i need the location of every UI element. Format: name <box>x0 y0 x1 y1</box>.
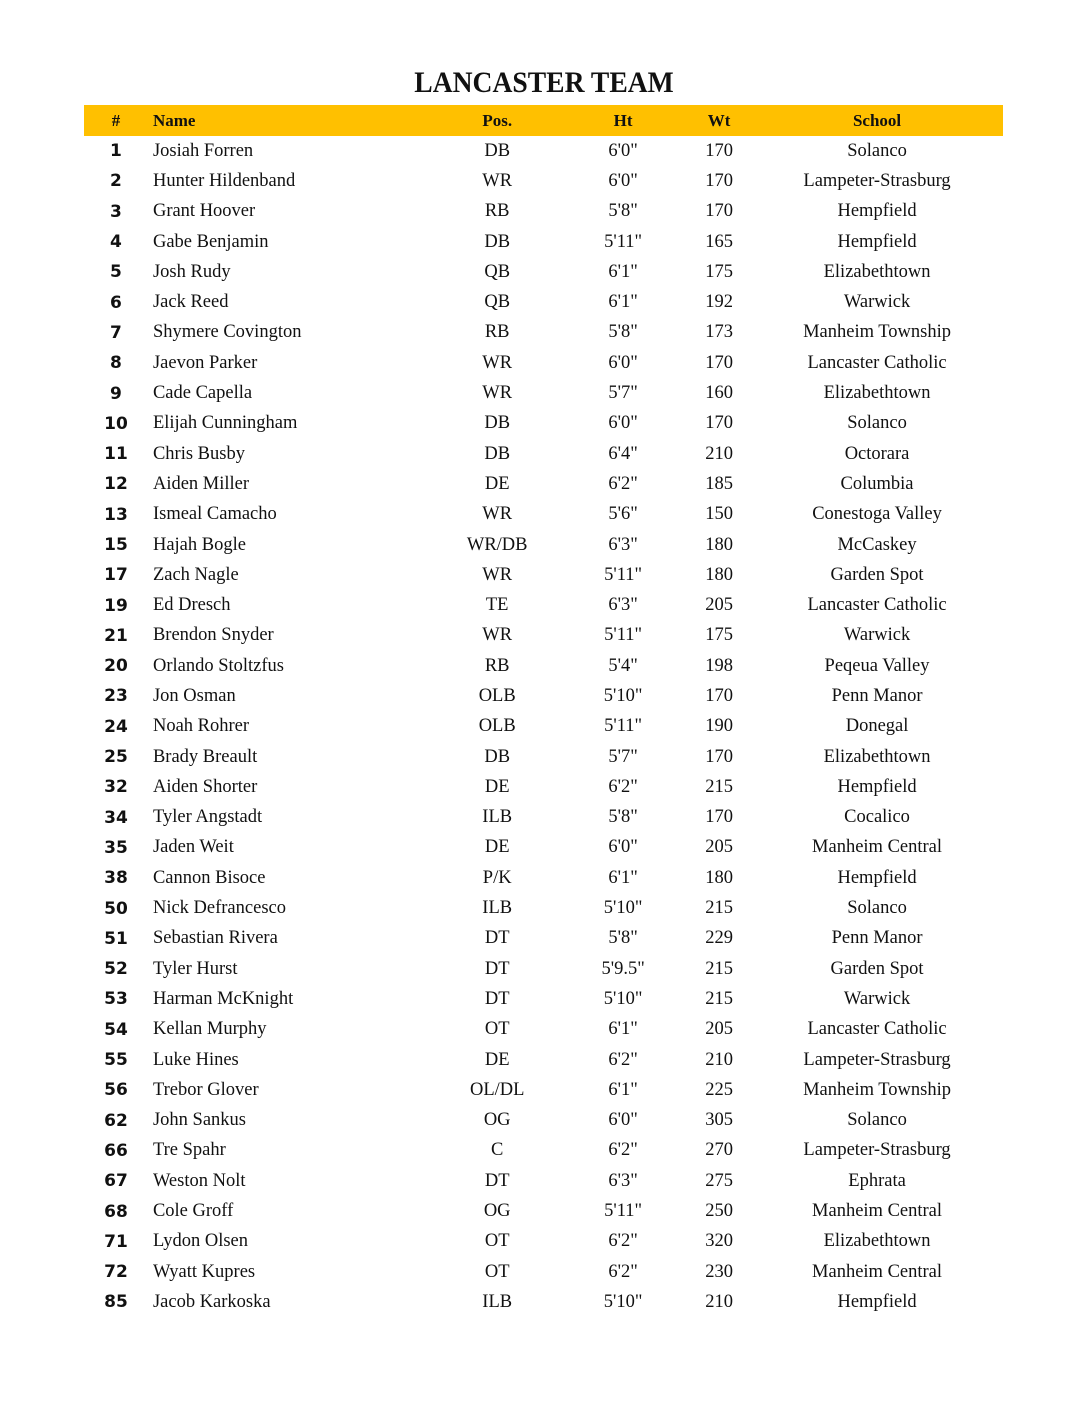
player-school: Peqeua Valley <box>824 655 930 676</box>
player-height: 6'2" <box>608 1049 638 1070</box>
player-school: Hempfield <box>837 776 917 797</box>
player-height: 5'11" <box>604 1201 643 1222</box>
player-school: Manheim Township <box>803 1079 951 1100</box>
table-row <box>84 469 1003 499</box>
player-height: 6'4" <box>608 443 638 464</box>
player-weight: 180 <box>705 534 733 555</box>
player-position: DB <box>484 746 511 767</box>
player-name: Aiden Shorter <box>152 776 258 797</box>
table-row <box>84 621 1003 651</box>
table-row <box>84 1166 1003 1196</box>
player-height: 6'3" <box>608 1170 638 1191</box>
player-height: 5'4" <box>608 655 638 676</box>
player-name: Tyler Angstadt <box>152 807 263 828</box>
player-position: DB <box>484 443 511 464</box>
player-number: 51 <box>104 928 128 949</box>
player-weight: 250 <box>705 1201 733 1222</box>
player-school: Manheim Central <box>812 837 943 858</box>
player-weight: 225 <box>705 1079 733 1100</box>
player-position: C <box>491 1140 504 1161</box>
player-height: 5'6" <box>608 504 638 525</box>
player-weight: 205 <box>705 1019 733 1040</box>
player-school: Penn Manor <box>831 928 923 949</box>
player-height: 6'0" <box>608 170 638 191</box>
header-school: School <box>852 110 902 130</box>
player-name: Zach Nagle <box>152 564 239 585</box>
table-row <box>84 166 1003 196</box>
player-number: 68 <box>104 1201 128 1222</box>
player-school: Solanco <box>847 140 907 161</box>
roster-table <box>84 105 1003 1318</box>
player-height: 5'11" <box>604 564 643 585</box>
table-row <box>84 227 1003 257</box>
table-row <box>84 1045 1003 1075</box>
player-school: Solanco <box>847 1110 907 1131</box>
player-name: Cole Groff <box>152 1201 234 1222</box>
player-height: 6'0" <box>608 352 638 373</box>
player-name: Wyatt Kupres <box>152 1261 256 1282</box>
player-name: Cannon Bisoce <box>152 867 266 888</box>
player-height: 6'3" <box>608 534 638 555</box>
table-row <box>84 1015 1003 1045</box>
player-number: 19 <box>104 595 128 616</box>
player-number: 1 <box>110 141 122 162</box>
player-name: Luke Hines <box>152 1049 239 1070</box>
player-name: Josiah Forren <box>152 140 254 161</box>
player-number: 7 <box>110 322 122 343</box>
player-position: DT <box>484 928 510 949</box>
player-school: Lancaster Catholic <box>807 352 947 373</box>
player-height: 5'8" <box>608 928 638 949</box>
player-number: 17 <box>104 565 128 586</box>
player-number: 13 <box>104 504 128 525</box>
player-position: OT <box>484 1261 510 1282</box>
player-number: 50 <box>104 898 128 919</box>
player-number: 71 <box>104 1231 128 1252</box>
table-row <box>84 1196 1003 1226</box>
player-school: Lampeter-Strasburg <box>803 170 951 191</box>
player-weight: 210 <box>705 1049 733 1070</box>
player-school: Conestoga Valley <box>812 504 942 525</box>
header-height: Ht <box>613 110 633 130</box>
player-school: Manheim Township <box>803 322 951 343</box>
player-number: 23 <box>104 686 128 707</box>
player-school: Warwick <box>843 988 911 1009</box>
player-height: 6'1" <box>608 1019 638 1040</box>
player-height: 5'8" <box>608 201 638 222</box>
player-position: ILB <box>482 1291 513 1312</box>
player-name: Orlando Stoltzfus <box>152 655 284 676</box>
player-name: Ed Dresch <box>152 595 231 616</box>
header-name: Name <box>152 110 196 130</box>
player-name: Tre Spahr <box>152 1140 226 1161</box>
player-position: OLB <box>478 685 516 706</box>
player-number: 25 <box>104 747 128 768</box>
player-height: 6'2" <box>608 776 638 797</box>
header-number: # <box>111 110 121 130</box>
player-height: 5'7" <box>608 383 638 404</box>
player-name: Hunter Hildenband <box>152 170 296 191</box>
player-number: 11 <box>104 444 128 465</box>
player-name: Harman McKnight <box>152 988 294 1009</box>
player-weight: 180 <box>705 564 733 585</box>
player-name: Brady Breault <box>152 746 258 767</box>
player-height: 6'2" <box>608 1261 638 1282</box>
player-name: Noah Rohrer <box>152 716 250 737</box>
player-school: Lancaster Catholic <box>807 1019 947 1040</box>
player-position: WR <box>482 352 513 373</box>
player-name: Trebor Glover <box>152 1079 259 1100</box>
player-weight: 170 <box>705 352 733 373</box>
player-position: OLB <box>478 716 516 737</box>
player-school: Elizabethtown <box>823 746 931 767</box>
player-weight: 170 <box>705 746 733 767</box>
player-position: WR <box>482 564 513 585</box>
player-position: DB <box>484 231 511 252</box>
player-height: 6'0" <box>608 837 638 858</box>
player-position: DT <box>484 1170 510 1191</box>
table-row <box>84 681 1003 711</box>
player-number: 85 <box>104 1292 128 1313</box>
player-weight: 215 <box>705 958 733 979</box>
table-row <box>84 1287 1003 1317</box>
player-school: Solanco <box>847 898 907 919</box>
player-school: Elizabethtown <box>823 261 931 282</box>
table-row <box>84 1136 1003 1166</box>
player-number: 34 <box>104 807 128 828</box>
player-height: 5'11" <box>604 716 643 737</box>
player-position: WR/DB <box>466 534 528 555</box>
player-position: WR <box>482 504 513 525</box>
player-height: 6'2" <box>608 1231 638 1252</box>
player-weight: 320 <box>705 1231 733 1252</box>
table-row <box>84 530 1003 560</box>
player-height: 5'9.5" <box>601 958 645 979</box>
player-position: DB <box>484 413 511 434</box>
player-number: 72 <box>104 1262 128 1283</box>
player-name: Jacob Karkoska <box>152 1291 271 1312</box>
player-weight: 215 <box>705 988 733 1009</box>
table-row <box>84 439 1003 469</box>
player-height: 5'10" <box>603 685 643 706</box>
player-height: 5'10" <box>603 1291 643 1312</box>
player-school: McCaskey <box>837 534 917 555</box>
player-weight: 170 <box>705 807 733 828</box>
player-number: 24 <box>104 716 128 737</box>
player-weight: 270 <box>705 1140 733 1161</box>
player-school: Elizabethtown <box>823 1231 931 1252</box>
player-height: 6'1" <box>608 292 638 313</box>
header-position: Pos. <box>482 110 513 130</box>
player-number: 5 <box>110 262 122 283</box>
player-number: 67 <box>104 1171 128 1192</box>
table-row <box>84 409 1003 439</box>
player-position: DT <box>484 988 510 1009</box>
player-number: 2 <box>110 171 122 192</box>
player-height: 6'1" <box>608 261 638 282</box>
player-height: 5'11" <box>604 625 643 646</box>
player-height: 6'1" <box>608 867 638 888</box>
player-number: 10 <box>104 413 128 434</box>
player-name: Elijah Cunningham <box>152 413 298 434</box>
player-position: RB <box>484 201 510 222</box>
player-name: Ismeal Camacho <box>152 504 277 525</box>
player-name: Hajah Bogle <box>152 534 246 555</box>
player-height: 5'8" <box>608 807 638 828</box>
player-school: Octorara <box>844 443 910 464</box>
player-number: 62 <box>104 1110 128 1131</box>
player-school: Hempfield <box>837 201 917 222</box>
player-school: Ephrata <box>848 1170 906 1191</box>
player-height: 5'11" <box>604 231 643 252</box>
player-weight: 210 <box>705 1291 733 1312</box>
player-school: Manheim Central <box>812 1261 943 1282</box>
player-number: 35 <box>104 837 128 858</box>
table-body <box>84 136 1003 1318</box>
table-row <box>84 924 1003 954</box>
player-name: Aiden Miller <box>152 473 250 494</box>
player-name: Weston Nolt <box>152 1170 246 1191</box>
player-number: 52 <box>104 959 128 980</box>
table-row <box>84 257 1003 287</box>
player-number: 20 <box>104 656 128 677</box>
player-weight: 170 <box>705 685 733 706</box>
player-name: Gabe Benjamin <box>152 231 269 252</box>
player-school: Penn Manor <box>831 685 923 706</box>
player-school: Lampeter-Strasburg <box>803 1049 951 1070</box>
player-position: P/K <box>482 867 512 888</box>
player-position: OL/DL <box>469 1079 525 1100</box>
player-position: QB <box>484 292 511 313</box>
player-school: Lancaster Catholic <box>807 595 947 616</box>
player-school: Lampeter-Strasburg <box>803 1140 951 1161</box>
header-weight: Wt <box>707 110 731 130</box>
player-name: Tyler Hurst <box>152 958 238 979</box>
table-row <box>84 833 1003 863</box>
player-height: 6'1" <box>608 1079 638 1100</box>
player-school: Solanco <box>847 413 907 434</box>
player-name: Lydon Olsen <box>152 1231 249 1252</box>
player-weight: 170 <box>705 201 733 222</box>
table-row <box>84 197 1003 227</box>
player-height: 6'2" <box>608 1140 638 1161</box>
player-position: DE <box>484 1049 510 1070</box>
player-position: WR <box>482 625 513 646</box>
player-number: 32 <box>104 777 128 798</box>
player-position: ILB <box>482 898 513 919</box>
table-row <box>84 803 1003 833</box>
player-number: 9 <box>110 383 122 404</box>
player-weight: 275 <box>705 1170 733 1191</box>
player-number: 55 <box>104 1050 128 1071</box>
player-number: 3 <box>110 201 122 222</box>
table-row <box>84 378 1003 408</box>
player-name: Cade Capella <box>152 383 253 404</box>
player-weight: 205 <box>705 595 733 616</box>
player-position: DE <box>484 473 510 494</box>
player-name: Sebastian Rivera <box>152 928 278 949</box>
table-row <box>84 893 1003 923</box>
player-number: 4 <box>110 232 122 253</box>
player-school: Elizabethtown <box>823 383 931 404</box>
player-weight: 215 <box>705 898 733 919</box>
table-row <box>84 287 1003 317</box>
table-row <box>84 560 1003 590</box>
player-name: Nick Defrancesco <box>152 898 286 919</box>
player-weight: 198 <box>705 655 733 676</box>
player-weight: 305 <box>705 1110 733 1131</box>
player-name: Josh Rudy <box>152 261 231 282</box>
player-weight: 170 <box>705 170 733 191</box>
player-height: 6'0" <box>608 140 638 161</box>
player-weight: 175 <box>705 261 733 282</box>
player-number: 15 <box>104 535 128 555</box>
player-name: Kellan Murphy <box>152 1019 267 1040</box>
player-weight: 175 <box>705 625 733 646</box>
table-row <box>84 651 1003 681</box>
player-position: DE <box>484 776 510 797</box>
player-name: Jon Osman <box>152 685 236 706</box>
table-row <box>84 348 1003 378</box>
player-school: Hempfield <box>837 867 917 888</box>
player-weight: 210 <box>705 443 733 464</box>
player-number: 8 <box>110 353 122 374</box>
player-height: 6'3" <box>608 595 638 616</box>
table-row <box>84 1075 1003 1105</box>
player-height: 6'0" <box>608 1110 638 1131</box>
player-school: Donegal <box>845 716 909 737</box>
player-number: 38 <box>104 868 128 889</box>
player-number: 54 <box>104 1019 128 1040</box>
player-position: RB <box>484 322 510 343</box>
player-number: 12 <box>104 474 128 495</box>
player-name: John Sankus <box>152 1110 246 1131</box>
player-position: TE <box>485 595 509 616</box>
player-weight: 170 <box>705 140 733 161</box>
table-row <box>84 318 1003 348</box>
player-school: Warwick <box>843 292 911 313</box>
player-school: Manheim Central <box>812 1201 943 1222</box>
player-position: WR <box>482 170 513 191</box>
player-school: Garden Spot <box>830 958 924 979</box>
player-weight: 192 <box>705 292 733 313</box>
player-height: 5'7" <box>608 746 638 767</box>
player-name: Jaevon Parker <box>152 352 258 373</box>
table-row <box>84 1106 1003 1136</box>
player-weight: 150 <box>705 504 733 525</box>
player-position: OG <box>483 1201 511 1222</box>
player-name: Brendon Snyder <box>152 625 274 646</box>
player-position: ILB <box>482 807 513 828</box>
player-school: Columbia <box>840 473 914 494</box>
player-name: Jaden Weit <box>152 837 234 858</box>
player-school: Hempfield <box>837 1291 917 1312</box>
player-height: 6'0" <box>608 413 638 434</box>
table-row <box>84 1227 1003 1257</box>
table-row <box>84 772 1003 802</box>
player-school: Hempfield <box>837 231 917 252</box>
player-weight: 165 <box>705 231 733 252</box>
table-row <box>84 984 1003 1014</box>
player-weight: 160 <box>705 383 733 404</box>
player-position: WR <box>482 383 513 404</box>
page-title: LANCASTER TEAM <box>414 66 674 99</box>
player-height: 6'2" <box>608 473 638 494</box>
player-position: QB <box>484 261 511 282</box>
player-weight: 229 <box>705 928 733 949</box>
table-row <box>84 590 1003 620</box>
table-row <box>84 136 1003 166</box>
player-weight: 230 <box>705 1261 733 1282</box>
player-position: RB <box>484 655 510 676</box>
player-weight: 173 <box>705 322 733 343</box>
player-weight: 205 <box>705 837 733 858</box>
player-position: DB <box>484 140 511 161</box>
table-row <box>84 712 1003 742</box>
player-position: OT <box>484 1019 510 1040</box>
player-number: 56 <box>104 1080 128 1101</box>
table-row <box>84 742 1003 772</box>
player-weight: 190 <box>705 716 733 737</box>
player-name: Grant Hoover <box>152 201 256 222</box>
player-height: 5'10" <box>603 898 643 919</box>
player-weight: 170 <box>705 413 733 434</box>
player-height: 5'10" <box>603 988 643 1009</box>
player-position: OT <box>484 1231 510 1252</box>
player-school: Garden Spot <box>830 564 924 585</box>
player-weight: 180 <box>705 867 733 888</box>
player-school: Cocalico <box>844 807 910 828</box>
player-number: 6 <box>110 292 122 313</box>
player-name: Jack Reed <box>152 292 229 313</box>
player-weight: 185 <box>705 473 733 494</box>
player-position: DE <box>484 837 510 858</box>
player-number: 53 <box>104 989 128 1010</box>
player-number: 66 <box>104 1140 128 1161</box>
player-name: Chris Busby <box>152 443 245 464</box>
player-weight: 215 <box>705 776 733 797</box>
player-position: DT <box>484 958 510 979</box>
player-number: 21 <box>104 625 128 646</box>
player-position: OG <box>483 1110 511 1131</box>
player-school: Warwick <box>843 625 911 646</box>
player-name: Shymere Covington <box>152 322 302 343</box>
table-row <box>84 1257 1003 1287</box>
player-height: 5'8" <box>608 322 638 343</box>
table-row <box>84 500 1003 530</box>
table-row <box>84 863 1003 893</box>
table-header <box>84 105 1003 136</box>
table-row <box>84 954 1003 984</box>
